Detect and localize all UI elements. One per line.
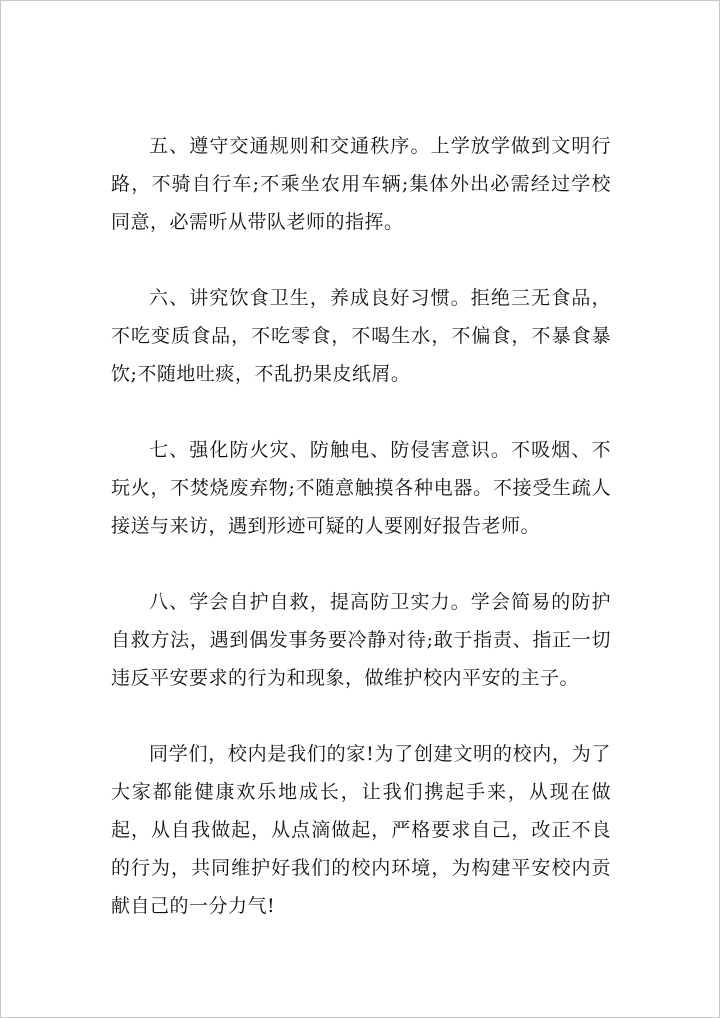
paragraph-rule-6: 六、讲究饮食卫生，养成良好习惯。拒绝三无食品，不吃变质食品，不吃零食，不喝生水，不偏食，不暴食暴饮;不随地吐痰，不乱扔果皮纸屑。	[111, 287, 611, 385]
paragraph-rule-7: 七、强化防火灾、防触电、防侵害意识。不吸烟、不玩火，不焚烧废弃物;不随意触摸各种电器。不接受生疏人接送与来访，遇到形迹可疑的人要刚好报告老师。	[111, 439, 611, 537]
paragraph-closing: 同学们，校内是我们的家!为了创建文明的校内，为了大家都能健康欢乐地成长，让我们携起手来，从现在做起，从自我做起，从点滴做起，严格要求自己，改正不良的行为，共同维护好我们的校内环境，为构建平安校内贡献自己的一分力气!	[111, 743, 611, 917]
document-body	[111, 127, 611, 925]
paragraph-rule-8: 八、学会自护自救，提高防卫实力。学会简易的防护自救方法，遇到偶发事务要冷静对待;敢于指责、指正一切违反平安要求的行为和现象，做维护校内平安的主子。	[111, 591, 611, 689]
paragraph-rule-5: 五、遵守交通规则和交通秩序。上学放学做到文明行路，不骑自行车;不乘坐农用车辆;集体外出必需经过学校同意，必需听从带队老师的指挥。	[111, 135, 611, 233]
